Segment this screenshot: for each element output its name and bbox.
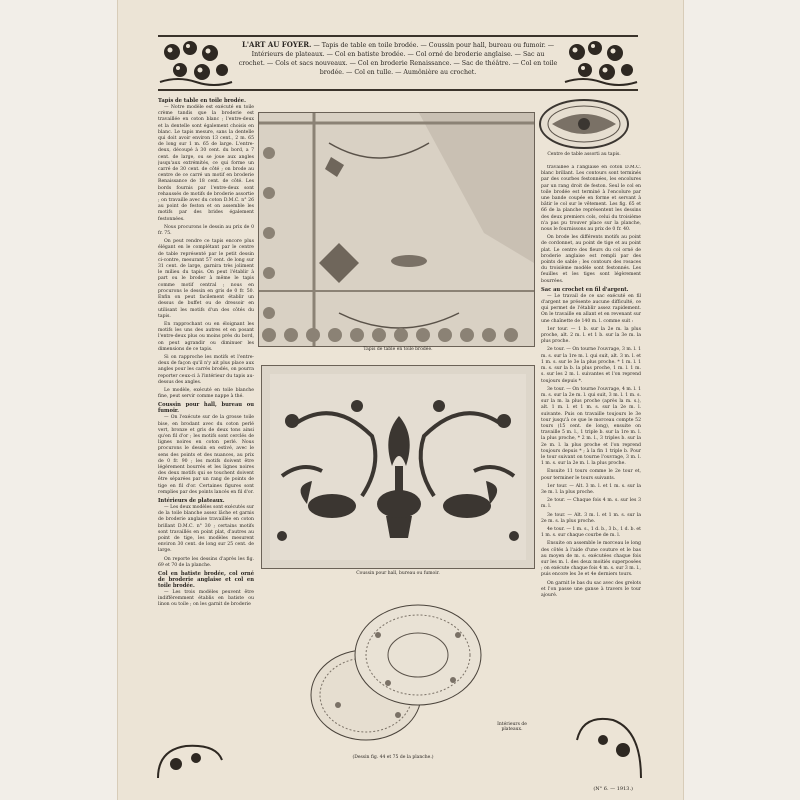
centre-caption: Centre de table assorti au tapis. — [547, 152, 621, 157]
interieurs-caption: Intérieurs de plateaux. — [497, 722, 527, 732]
magazine-page — [118, 0, 683, 800]
para: 1er tour. — 1 b. sur la 2e m. la plus proche, alt. 2 m. l. et 1 b. sur la 3e m. la plus proche. — [541, 326, 641, 345]
para: — On l'exécute sur de la grosse toile bise, en brodant avec du coton perlé vert, bronze et gris de deux tons ainsi qu'en fil d'or ; les motifs sont cerclés de lignes noires en coton perlé. Nous procurons le dessin en estivé, avec le sens des points et des nuances, au prix de 0 fr. 90 ; les motifs doivent être légèrement bourrés et les lignes noires des deux motifs qui se touchent doivent être séparées par un rang de points de tige en fil d'or. Certaines figures sont remplies par des points lancés en fil d'or. — [158, 415, 254, 495]
para: 2e tour. — On tourne l'ouvrage, 3 m. l. 1 m. s. sur la 1re m. l. qui suit, alt. 3 m. l. et 1 m. s. sur le 3e la plus proche. * 1 m. l. 1 m. s. sur la b. la plus proche, 1 m. l. 1 m. s. sur les 2 m. l. suivantes et l'on reprend toujours depuis *. — [541, 347, 641, 384]
bottom-left-ornament-icon — [156, 740, 226, 780]
para: Nous procurons le dessin au prix de 0 fr. 75. — [158, 224, 254, 237]
heading-tapis: Tapis de table en toile brodée. — [158, 98, 246, 104]
para: 3e tour. — On tourne l'ouvrage, 4 m. l. 1 m. s. sur la 2e m. l. qui suit, 3 m. l. 1 m. s. sur la m. la plus proche (après la m. s.), alt. 1 m. l. et 1 m. s. sur la 2e m. l. suivante. Puis on travaille toujours le 3e tour jusqu'à ce que le morceau compte 52 tours (15 cent. de long), ensuite on travaille 5 m. l., 1 triple b. sur la 1re m. l. la plus proche, * 2 m. l., 3 triples b. sur la 2e m. l. la plus proche et l'on reprend toujours depuis * ; à la fin 1 triple b. Pour le tour suivant on tourne l'ouvrage, 3 m. l. 1 m. s. sur la 2e m. l. la plus proche. — [541, 386, 641, 467]
para: — Le travail de ce sac exécuté en fil d'argent ne présente aucune difficulté, ce qui permet de l'établir assez rapidement. On le travaille en allant et en revenant sur une chaînette de 140 m. l. comme suit : — [541, 293, 641, 324]
para: — Les trois modèles peuvent être indifféremment établis en batiste ou linon ou toile ; on les garnit de broderie — [158, 590, 254, 608]
para: Ensuite 11 tours comme le 2e tour et, pour terminer le tours suivants. — [541, 469, 641, 481]
para: 2e tour. — Chaque fois 4 m. s. sur les 3 m. l. — [541, 498, 641, 510]
para: travaillée à l'anglaise en coton D.M.C. blanc brillant. Les contours sont terminés par des courbes festonnées, les encolures par un rang droit de feston. Seul le col en toile brodée est terminé à l'encolure par une bande coupée en forme et servant à bâtir le col sur le vêtement. Les fig. 65 et 66 de la planche représentent les dessins des deux premiers cols, celui du troisième n'a pas pu trouver place sur la planche, nous le fournissons au prix de 0 fr. 40. — [541, 165, 641, 233]
para: On brode les différents motifs au point de cordonnet, au point de tige et au point plat. Le centre des fleurs du col orné de broderie anglaise est rempli par des points de sable ; les contours des rosaces du troisième modèle sont festonnés. Les feuilles et les tiges sont légèrement bourrées. — [541, 235, 641, 284]
para: On peut rendre ce tapis encore plus élégant en le complétant par le centre de table représenté par le petit dessin ci-contre, mesurant 57 cent. de long sur 31 cent. de large, garnira très joliment le milieu du tapis. On peut l'établir à part ou le broder à même le tapis comme motif central ; nous en procurons le dessin en gris de 0 fr. 50. Enfin on peut facilement établir un dessus de buffet ou de dressoir en utilisant les motifs d'un des côtés du tapis. — [158, 239, 254, 319]
para: On garnit le bas du sac avec des grelots et l'on passe une ganse à travers le tour ajouré. — [541, 580, 641, 598]
tablecloth-photo — [258, 112, 535, 347]
tablecloth-caption: Tapis de table en toile brodée. — [363, 347, 433, 352]
heading-coussin: Coussin pour hall, bureau ou fumoir. — [158, 402, 254, 415]
bottom-right-ornament-icon — [573, 710, 643, 780]
para: — Notre modèle est exécuté en toile crème tandis que la broderie est travaillée en coton blanc ; l'entre-deux et la dentelle sont également choisis en blanc. Le tapis mesure, sans la dentelle qui doit avoir environ 13 cent., 2 m. 65 de long sur 1 m. 65 de large. L'entre-deux, découpé à 30 cent. du bord, a 7 cent. de large, ou se joue aux angles jusqu'aux extrémités, ce qui forme un carré de 30 cent. de côté ; on brode au centre de ce carré un motif en broderie Renaissance de 18 cent. de côté. Les bords fournis par l'entre-deux sont rehaussés de motifs de broderie assortie ; on travaille avec du coton D.M.C. n° 26 au point de feston et on assemble les motifs par des brides également festonnées. — [158, 105, 254, 222]
folio: (N° 6. — 1913.) — [593, 786, 633, 792]
header-band — [158, 35, 638, 91]
para: 1er tour. — Alt. 3 m. l. et 1 m. s. sur la 3e m. l. la plus proche. — [541, 483, 641, 495]
trays-caption: (Dessin fig. 44 et 75 de la planche.) — [352, 755, 434, 760]
cushion-photo — [261, 365, 535, 569]
tray-interiors-drawing — [308, 595, 483, 753]
para: En rapprochant ou en éloignant les motifs les uns des autres et en posant l'entre-deux plus ou moins près du bord, on peut agrandir ou diminuer les dimensions de ce tapis. — [158, 321, 254, 352]
heading-cols: Col en batiste brodée, col orné de broderie anglaise et col en toile brodée. — [158, 571, 254, 590]
para: 3e tour. — Alt. 3 m. l. et 1 m. s. sur la 2e m. s. la plus proche. — [541, 512, 641, 524]
para: Si on rapproche les motifs et l'entre-deux de façon qu'il n'y ait plus place aux angles pour les carrés brodés, on pourra reporter ceux-ci à l'intérieur du tapis au-dessus des angles. — [158, 354, 254, 385]
heading-plateaux: Intérieurs de plateaux. — [158, 497, 225, 504]
header-title: L'ART AU FOYER. — [241, 40, 312, 49]
header-subtitle: — Tapis de table en toile brodée. — Coussin pour hall, bureau ou fumoir. — Intérieurs de plateaux. — Col en batiste brodée. — Col orné de broderie anglaise. — Sac au crochet. — Cols et sacs nouveaux. — Col en broderie Renaissance. — Sac de théâtre. — Col en toile brodée. — Col en tulle. — Aumônière au crochet. — [238, 42, 558, 76]
para: 4e tour. — 1 m. s., 1 d. b., 3 b., 1 d. b. et 1 m. s. sur chaque courbe de m. l. — [541, 526, 641, 539]
cushion-caption: Coussin pour hall, bureau ou fumoir. — [356, 571, 440, 576]
heading-sac: Sac au crochet en fil d'argent. — [541, 286, 629, 293]
para: Le modèle, exécuté en toile blanche fine, peut servir comme nappe à thé. — [158, 387, 254, 400]
para: — Les deux modèles sont exécutés sur de la toile blanche assez lâche et garnis de broderie anglaise travaillée en coton brillant D.M.C. n° 30 ; certains motifs sont travaillés en point plat, d'autres au point de tige, les modèles mesurent environ 30 cent. de long sur 25 cent. de large. — [158, 504, 254, 554]
table-centre-drawing — [538, 98, 630, 150]
para: On reporte les dessins d'après les fig. 69 et 70 de la planche. — [158, 556, 254, 568]
left-column — [158, 96, 254, 776]
right-column — [541, 165, 641, 775]
header-text — [238, 41, 558, 78]
para: Ensuite on assemble le morceau le long des côtés à l'aide d'une couture et le bas au moyen de m. s. exécutées chaque fois sur les m. l. des deux moitiés superposées ; on exécute chaque fois 4 m. s. sur 3 m. l., puis encore les 3e et 4e derniers tours. — [541, 541, 641, 578]
